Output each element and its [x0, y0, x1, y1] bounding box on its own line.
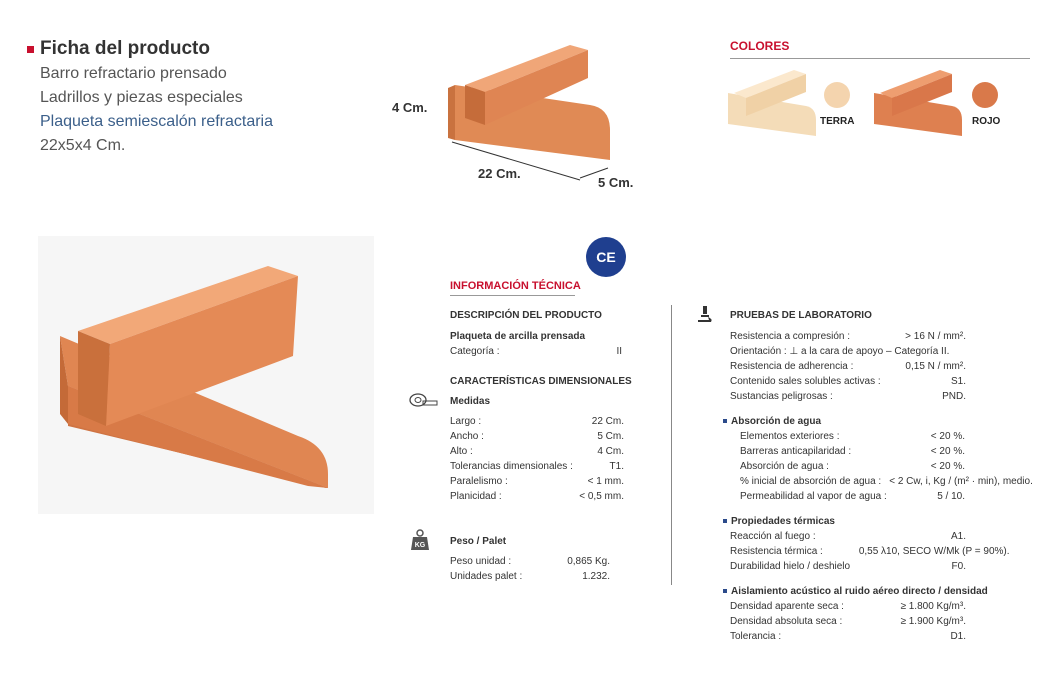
page-title: Ficha del producto: [40, 38, 210, 59]
subtitle-product: Plaqueta semiescalón refractaria: [40, 113, 274, 130]
absorcion-key: Elementos exteriores :: [740, 431, 840, 442]
acustico-row: [730, 616, 966, 631]
lab-heading: PRUEBAS DE LABORATORIO: [730, 310, 872, 321]
medidas-heading: Medidas: [450, 396, 491, 407]
medidas-value: < 0,5 mm.: [579, 491, 624, 502]
dimensional-heading: CARACTERÍSTICAS DIMENSIONALES: [450, 376, 632, 387]
peso-row: [450, 571, 610, 586]
product-photo: [38, 236, 374, 514]
product-description: Plaqueta de arcilla prensada: [450, 331, 586, 342]
termicas-key: Durabilidad hielo / deshielo: [730, 561, 851, 572]
microscope-icon: [696, 305, 714, 323]
lab-key: Sustancias peligrosas :: [730, 391, 833, 402]
absorcion-title: Absorción de agua: [731, 416, 822, 427]
category-label: Categoría :: [450, 346, 500, 357]
ce-mark-icon: [586, 237, 626, 277]
absorcion-list: [740, 431, 1033, 506]
lab-row: [730, 346, 966, 361]
medidas-row: [450, 431, 624, 446]
product-header: [27, 38, 210, 60]
acustico-row: [730, 631, 966, 646]
absorcion-value: < 20 %.: [930, 446, 965, 457]
category-row: [450, 346, 622, 357]
absorcion-key: % inicial de absorción de agua :: [740, 476, 882, 487]
medidas-key: Largo :: [450, 416, 482, 427]
acustico-value: ≥ 1.800 Kg/m³.: [900, 601, 966, 612]
termicas-key: Resistencia térmica :: [730, 546, 823, 557]
termicas-heading: [723, 516, 835, 527]
lab-row: [730, 361, 966, 376]
lab-key: Resistencia de adherencia :: [730, 361, 854, 372]
medidas-row: [450, 461, 624, 476]
terra-brick-image: [726, 68, 818, 138]
lab-row: [730, 376, 966, 391]
termicas-value: 0,55 λ10, SECO W/Mk (P = 90%).: [858, 546, 1010, 557]
absorcion-row: [740, 491, 965, 506]
termicas-row: [730, 531, 966, 546]
rojo-label: ROJO: [972, 116, 1001, 127]
lab-row: [730, 391, 966, 406]
peso-key: Unidades palet :: [450, 571, 523, 582]
category-value: II: [616, 346, 622, 357]
lab-value: PND.: [942, 391, 966, 402]
lab-key: Orientación : ⊥ a la cara de apoyo – Categoría II.: [730, 346, 950, 357]
acustico-key: Densidad aparente seca :: [730, 601, 844, 612]
absorcion-value: < 20 %.: [930, 431, 965, 442]
lab-row: [730, 331, 966, 346]
brick-top-end: [465, 85, 485, 125]
absorcion-value: < 20 %.: [930, 461, 965, 472]
rojo-brick-image: [872, 68, 964, 138]
height-label: 4 Cm.: [392, 100, 428, 115]
absorcion-row: [740, 431, 965, 446]
absorcion-heading: [723, 416, 821, 427]
lab-value: > 16 N / mm².: [905, 331, 966, 342]
length-label: 22 Cm.: [478, 166, 521, 181]
bullet-square-icon: [27, 46, 34, 53]
medidas-key: Paralelismo :: [450, 476, 508, 487]
medidas-list: [450, 416, 624, 506]
medidas-value: 22 Cm.: [591, 416, 624, 427]
termicas-key: Reacción al fuego :: [730, 531, 816, 542]
medidas-row: [450, 416, 624, 431]
column-divider: [671, 305, 672, 585]
absorcion-key: Absorción de agua :: [740, 461, 829, 472]
medidas-value: T1.: [609, 461, 624, 472]
lab-key: Contenido sales solubles activas :: [730, 376, 881, 387]
termicas-row: [730, 546, 1030, 561]
absorcion-key: Permeabilidad al vapor de agua :: [740, 491, 887, 502]
brick-base-side: [448, 85, 455, 140]
termicas-value: A1.: [950, 531, 966, 542]
peso-value: 1.232.: [582, 571, 610, 582]
acustico-key: Tolerancia :: [730, 631, 782, 642]
medidas-key: Alto :: [450, 446, 473, 457]
colors-divider: [730, 58, 1030, 59]
tape-measure-icon: [409, 393, 439, 407]
peso-row: [450, 556, 610, 571]
acustico-heading: [723, 586, 988, 597]
acustico-title: Aislamiento acústico al ruido aéreo directo / densidad: [731, 586, 988, 597]
rojo-swatch: [972, 82, 998, 108]
medidas-value: < 1 mm.: [587, 476, 624, 487]
lab-value: S1.: [950, 376, 966, 387]
subtitle-size: 22x5x4 Cm.: [40, 137, 126, 154]
termicas-row: [730, 561, 966, 576]
medidas-value: 5 Cm.: [597, 431, 624, 442]
dimension-drawing: [440, 30, 640, 195]
peso-key: Peso unidad :: [450, 556, 512, 567]
terra-label: TERRA: [820, 116, 855, 127]
absorcion-key: Barreras anticapilaridad :: [740, 446, 852, 457]
absorcion-value: < 2 Cw, i, Kg / (m² · min), medio.: [889, 476, 1033, 487]
lab-list: [730, 331, 966, 406]
peso-list: [450, 556, 610, 586]
acustico-value: ≥ 1.900 Kg/m³.: [900, 616, 966, 627]
medidas-key: Planicidad :: [450, 491, 502, 502]
acustico-list: [730, 601, 966, 646]
ce-mark-text: CE: [596, 249, 616, 265]
acustico-value: D1.: [950, 631, 966, 642]
acustico-key: Densidad absoluta seca :: [730, 616, 843, 627]
description-heading: DESCRIPCIÓN DEL PRODUCTO: [450, 310, 602, 321]
termicas-title: Propiedades térmicas: [731, 516, 835, 527]
blue-bullet-icon: [723, 519, 727, 523]
medidas-row: [450, 491, 624, 506]
medidas-row: [450, 476, 624, 491]
subtitle-category: Ladrillos y piezas especiales: [40, 89, 243, 106]
medidas-row: [450, 446, 624, 461]
svg-text:KG: KG: [414, 542, 426, 549]
weight-kg-icon: [410, 529, 430, 551]
colors-title: COLORES: [730, 39, 790, 53]
lab-value: 0,15 N / mm².: [905, 361, 966, 372]
subtitle-material: Barro refractario prensado: [40, 65, 227, 82]
tech-info-title: INFORMACIÓN TÉCNICA: [450, 280, 581, 292]
blue-bullet-icon: [723, 589, 727, 593]
absorcion-value: 5 / 10.: [937, 491, 965, 502]
acustico-row: [730, 601, 966, 616]
tech-info-underline: [450, 295, 575, 296]
terra-swatch: [824, 82, 850, 108]
medidas-key: Tolerancias dimensionales :: [450, 461, 573, 472]
peso-heading: Peso / Palet: [450, 536, 507, 547]
absorcion-row: [740, 476, 1033, 491]
termicas-value: F0.: [951, 561, 966, 572]
blue-bullet-icon: [723, 419, 727, 423]
medidas-key: Ancho :: [450, 431, 484, 442]
lab-key: Resistencia a compresión :: [730, 331, 851, 342]
width-label: 5 Cm.: [598, 175, 634, 190]
absorcion-row: [740, 446, 965, 461]
peso-value: 0,865 Kg.: [567, 556, 610, 567]
absorcion-row: [740, 461, 965, 476]
medidas-value: 4 Cm.: [597, 446, 624, 457]
termicas-list: [730, 531, 1010, 576]
